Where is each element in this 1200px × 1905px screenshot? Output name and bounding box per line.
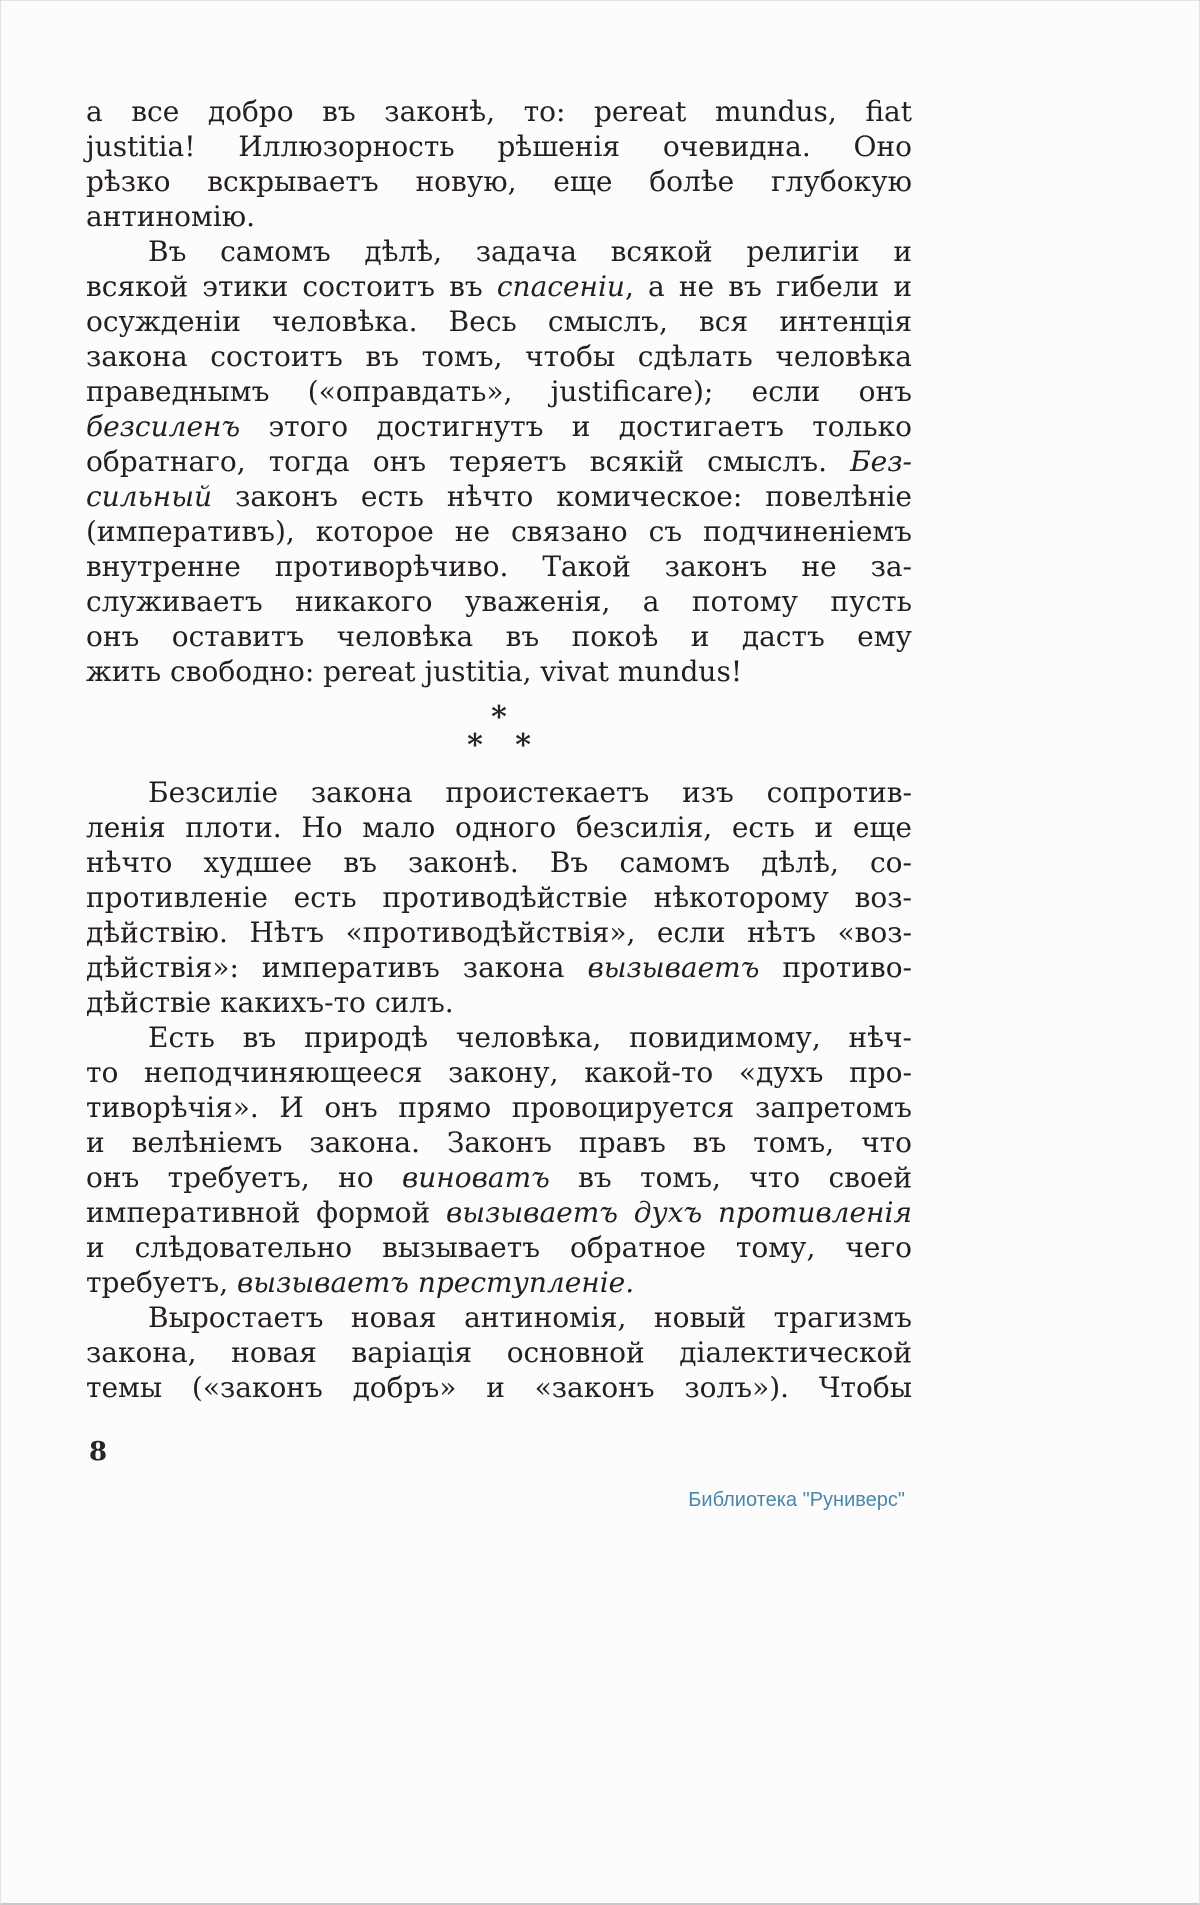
italic-text-run: виноватъ <box>401 1161 550 1194</box>
text-line <box>86 845 912 880</box>
text-line <box>86 1370 912 1405</box>
text-run: ленія плоти. Но мало одного безсилія, есть и еще <box>86 811 912 844</box>
text-run: то неподчиняющееся закону, какой-то «духъ про- <box>86 1056 912 1089</box>
text-line <box>86 129 912 164</box>
text-run: и велѣніемъ закона. Законъ правъ въ томъ, что <box>86 1126 912 1159</box>
text-run: тиворѣчія». И онъ прямо провоцируется запретомъ <box>86 1091 912 1124</box>
text-line <box>86 1055 912 1090</box>
text-line <box>86 950 912 985</box>
text-run: и слѣдовательно вызываетъ обратное тому, чего <box>86 1231 912 1264</box>
text-line <box>86 549 912 584</box>
text-line <box>86 1125 912 1160</box>
text-run: внутренне противорѣчиво. Такой законъ не за- <box>86 550 912 583</box>
text-run: (императивъ), которое не связано съ подчиненіемъ <box>86 515 912 548</box>
text-run: закона состоитъ въ томъ, чтобы сдѣлать человѣка <box>86 340 912 373</box>
text-area <box>86 94 912 1405</box>
text-line <box>86 339 912 374</box>
asterisk-bottom-pair: * * <box>467 728 531 763</box>
page-number: 8 <box>89 1437 108 1467</box>
text-run: онъ требуетъ, но <box>86 1161 402 1194</box>
text-run: противо- <box>759 951 913 984</box>
text-run: нѣчто худшее въ законѣ. Въ самомъ дѣлѣ, со- <box>86 846 912 879</box>
italic-text-run: вызываетъ преступленіе. <box>237 1266 635 1299</box>
text-run: темы («законъ добръ» и «законъ золъ»). Чтобы <box>86 1371 912 1404</box>
asterisk-top: * <box>491 700 507 735</box>
text-run: онъ оставитъ человѣка въ покоѣ и дастъ ему <box>86 620 912 653</box>
text-run: этого достигнутъ и достигаетъ только <box>240 410 912 443</box>
text-run: , а не въ гибели и <box>624 270 912 303</box>
text-line <box>86 514 912 549</box>
text-run: законъ есть нѣчто комическое: повелѣніе <box>212 480 912 513</box>
paragraph <box>86 1020 912 1300</box>
text-run: въ томъ, что своей <box>549 1161 912 1194</box>
text-run: противленіе есть противодѣйствіе нѣкоторому воз- <box>86 881 912 914</box>
text-line <box>86 1265 912 1300</box>
text-run: императивной формой <box>86 1196 446 1229</box>
paragraph <box>86 94 912 234</box>
text-run: Выростаетъ новая антиномія, новый трагизмъ <box>148 1301 912 1334</box>
section-separator <box>86 700 912 763</box>
text-run: дѣйствія»: императивъ закона <box>86 951 588 984</box>
text-line <box>86 810 912 845</box>
text-line <box>86 374 912 409</box>
text-line <box>86 1090 912 1125</box>
paragraph <box>86 1300 912 1405</box>
text-run: дѣйствію. Нѣтъ «противодѣйствія», если нѣтъ «воз- <box>86 916 912 949</box>
text-run: всякой этики состоитъ въ <box>86 270 497 303</box>
text-line <box>86 880 912 915</box>
text-block-bottom <box>86 775 912 1405</box>
text-line <box>86 479 912 514</box>
text-line <box>86 269 912 304</box>
text-run: служиваетъ никакого уваженія, а потому пусть <box>86 585 912 618</box>
text-line <box>86 409 912 444</box>
text-run: антиномію. <box>86 200 256 233</box>
text-line <box>86 1335 912 1370</box>
italic-text-run: вызываетъ духъ противленія <box>445 1196 912 1229</box>
library-watermark: Библиотека "Руниверс" <box>688 1489 905 1511</box>
text-line <box>86 234 912 269</box>
text-line <box>86 584 912 619</box>
text-line <box>86 1195 912 1230</box>
text-line <box>86 654 912 689</box>
text-line <box>86 985 912 1020</box>
text-run: дѣйствіе какихъ-то силъ. <box>86 986 454 1019</box>
text-line <box>86 775 912 810</box>
text-run: требуетъ, <box>86 1266 237 1299</box>
text-run: осужденіи человѣка. Весь смыслъ, вся интенція <box>86 305 912 338</box>
italic-text-run: безсиленъ <box>86 410 241 443</box>
text-line <box>86 1300 912 1335</box>
italic-text-run: вызываетъ <box>587 951 760 984</box>
text-line <box>86 915 912 950</box>
italic-text-run: спасеніи <box>496 270 625 303</box>
text-line <box>86 94 912 129</box>
text-line <box>86 164 912 199</box>
text-line <box>86 1020 912 1055</box>
text-run: обратнаго, тогда онъ теряетъ всякій смыслъ. <box>86 445 851 478</box>
text-run: а все добро въ законѣ, то: pereat mundus, fiat <box>86 95 912 128</box>
text-run: жить свободно: pereat justitia, vivat mundus! <box>86 655 743 688</box>
italic-text-run: сильный <box>86 480 213 513</box>
paragraph <box>86 775 912 1020</box>
text-line <box>86 199 912 234</box>
text-run: рѣзко вскрываетъ новую, еще болѣе глубокую <box>86 165 912 198</box>
text-run: Въ самомъ дѣлѣ, задача всякой религіи и <box>148 235 912 268</box>
text-line <box>86 1160 912 1195</box>
text-line <box>86 304 912 339</box>
text-run: закона, новая варіація основной діалектической <box>86 1336 912 1369</box>
text-run: праведнымъ («оправдать», justificare); если онъ <box>86 375 912 408</box>
text-run: justitia! Иллюзорность рѣшенія очевидна. Оно <box>86 130 912 163</box>
text-line <box>86 619 912 654</box>
text-line <box>86 444 912 479</box>
text-block-top <box>86 94 912 689</box>
text-line <box>86 1230 912 1265</box>
text-run: Есть въ природѣ человѣка, повидимому, нѣч- <box>148 1021 912 1054</box>
text-run: Безсиліе закона проистекаетъ изъ сопротив- <box>148 776 912 809</box>
italic-text-run: Без- <box>850 445 912 478</box>
paragraph <box>86 234 912 689</box>
